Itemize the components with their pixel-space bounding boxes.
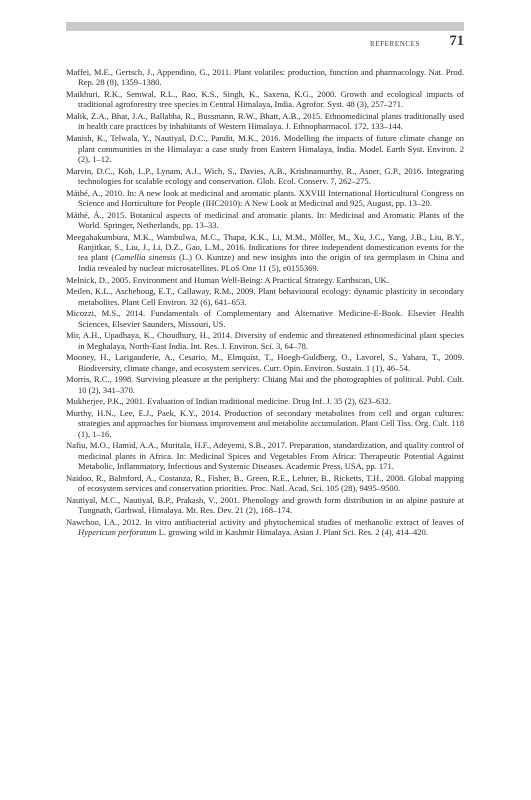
reference-entry: Morris, R.C., 1998. Surviving pleasure at the periphery: Chiang Mai and the photographies of political. Publ. Cult. 10 (2), 341–370. — [66, 374, 464, 395]
reference-entry: Maikhuri, R.K., Semwal, R.L., Rao, K.S., Singh, K., Saxena, K.G., 2000. Growth and ecological impacts of traditional agroforestry tree species in Central Himalaya, India. Agrofor. Syst. 48 (3), 257–271. — [66, 89, 464, 110]
running-head-title: REFERENCES — [370, 40, 420, 48]
reference-entry: Mukherjee, P.K., 2001. Evaluation of Indian traditional medicine. Drug Inf. J. 35 (2), 623–632. — [66, 396, 391, 407]
reference-entry: Murthy, H.N., Lee, E.J., Paek, K.Y., 2014. Production of secondary metabolites from cell and organ cultures: strategies and approaches for biomass improvement and metabolite accumulation. Plant Cell Tiss. Org. Cult. 118 (1), 1–16. — [66, 407, 464, 439]
header-rule — [66, 22, 464, 31]
species-name: Hypericum perforatum — [78, 527, 157, 538]
reference-entry: Maffei, M.E., Gertsch, J., Appendino, G., 2011. Plant volatiles: production, function and pharmacology. Nat. Prod. Rep. 28 (8), 1359–1380. — [66, 67, 464, 88]
reference-entry: Mir, A.H., Upadhaya, K., Choudhury, H., 2014. Diversity of endemic and threatened ethnomedicinal plant species in Meghalaya, North-East India. Int. Res. J. Environ. Sci. 3, 64–78. — [66, 330, 464, 351]
reference-entry: Máthé, A., 2010. In: A new look at medicinal and aromatic plants. XXVIII International Horticultural Congress on Science and Horticulture for People (IHC2010): A New Look at Medicinal and 925, August, pp. 13–20. — [66, 187, 464, 208]
reference-entry: Melnick, D., 2005. Environment and Human Well-Being: A Practical Strategy. Earthscan, UK. — [66, 274, 389, 285]
reference-entry: Marvin, D.C., Koh, L.P., Lynam, A.J., Wich, S., Davies, A.B., Krishnamurthy, R., Asner, G.P., 2016. Integrating technologies for scalable ecology and conservation. Glob. Ecol. Conserv. 7, 262–275. — [66, 165, 464, 186]
reference-entry: Nautiyal, M.C., Nautiyal, B.P., Prakash, V., 2001. Phenology and growth form distribution in an alpine pasture at Tungnath, Garhwal, Himalaya. Mt. Res. Dev. 21 (2), 168–174. — [66, 494, 464, 516]
reference-entry: Nafiu, M.O., Hamid, A.A., Muritala, H.F., Adeyemi, S.B., 2017. Preparation, standardization, and quality control of medicinal plants in Africa. In: Medicinal Spices and Vegetables From Africa: Therapeutic Potential Against Metabolic, Inflammatory, Infectious and Systemic Diseases. Academic Press, USA, pp. 171. — [66, 440, 464, 472]
reference-entry: Mooney, H., Larigauderie, A., Cesario, M., Elmquist, T., Hoegh-Guldberg, O., Lavorel, S., Yahara, T., 2009. Biodiversity, climate change, and ecosystem services. Curr. Opin. Environ. Sustain. 1 (1), 46–54. — [66, 352, 464, 373]
reference-entry: Máthé, Á., 2015. Botanical aspects of medicinal and aromatic plants. In: Medicinal and Aromatic Plants of the World. Springer, Netherlands, pp. 13–33. — [66, 209, 464, 231]
reference-entry: Meegahakumbura, M.K., Wambulwa, M.C., Thapa, K.K., Li, M.M., Möller, M., Xu, J.C., Yang, J.B., Liu, B.Y., Ranjitkar, S., Liu, J., Li, D.Z., Gao, L.M., 2016. Indications for three independent domestication events for the tea plant (Camellia sinensis (L.) O. Kuntze) and new insights into the origin of tea germplasm in China and India revealed by nuclear microsatellites. PLoS One 11 (5), e0155369. — [66, 231, 464, 273]
reference-entry: Meilen, K.L., Aschehoug, E.T., Callaway, R.M., 2009. Plant behavioural ecology: dynamic plasticity in secondary metabolites. Plant Cell Environ. 32 (6), 641–653. — [66, 286, 464, 307]
reference-entry: Naidoo, R., Balmford, A., Costanza, R., Fisher, B., Green, R.E., Lehner, B., Ricketts, T.H., 2008. Global mapping of ecosystem services and conservation priorities. Proc. Natl. Acad. Sci. 105 (28), 9495–9500. — [66, 472, 464, 494]
reference-entry: Micozzi, M.S., 2014. Fundamentals of Complementary and Alternative Medicine-E-Book. Elsevier Health Sciences, Elsevier Saunders, Missouri, US. — [66, 308, 464, 329]
page-number: 71 — [449, 33, 464, 49]
reference-entry: Nawchoo, I.A., 2012. In vitro antibacterial activity and phytochemical studies of methanolic extract of leaves of Hypericum perforatum L. growing wild in Kashmir Himalaya. Asian J. Plant Sci. Res. 2 (4), 414–420. — [66, 516, 464, 538]
reference-entry: Malik, Z.A., Bhat, J.A., Ballabha, R., Bussmann, R.W., Bhatt, A.B., 2015. Ethnomedicinal plants traditionally used in health care practices by inhabitants of Western Himalaya. J. Ethnopharmacol. 172, 133–144. — [66, 111, 464, 132]
running-header — [66, 33, 464, 55]
reference-entry: Manish, K., Telwala, Y., Nautiyal, D.C., Pandit, M.K., 2016. Modelling the impacts of future climate change on plant communities in the Himalaya: a case study from Eastern Himalaya, India. Model. Earth Syst. Environ. 2 (2), 1–12. — [66, 133, 464, 164]
species-name: Camellia sinensis — [114, 252, 176, 263]
reference-list — [66, 67, 464, 539]
